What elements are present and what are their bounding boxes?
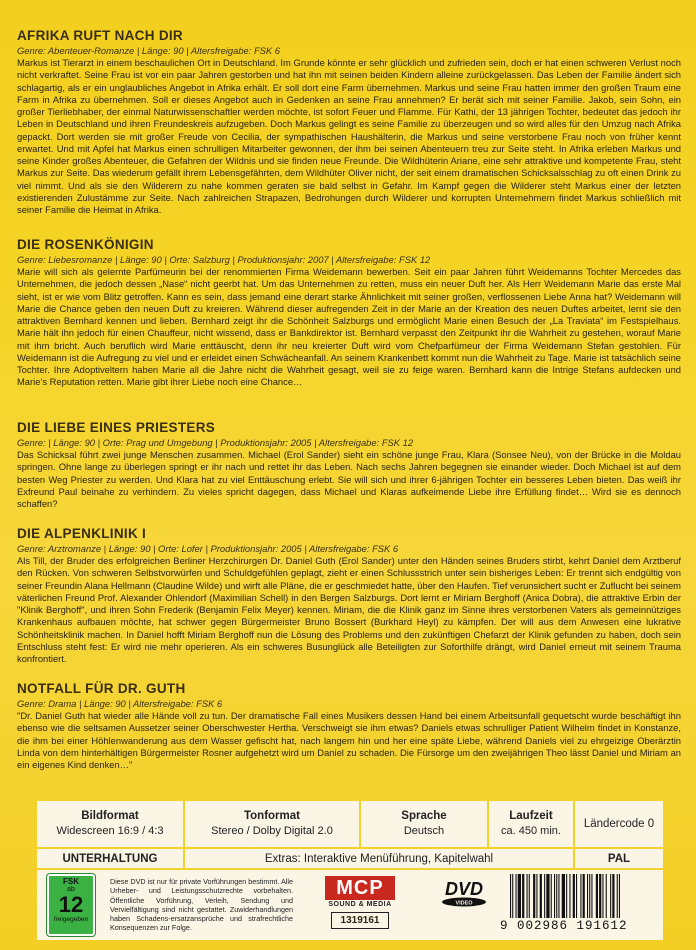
film-block-priester	[17, 420, 681, 510]
dvd-logo-main: DVD	[444, 879, 484, 899]
film-description: Das Schicksal führt zwei junge Menschen zusammen. Michael (Erol Sander) sieht ein schöne junge Frau, Klara (Sonsee Neu), von der Brücke in die Moldau springen. Ohne lange zu überlegen springt er ihr nach und rettet ihr das Leben. Nach sechs Jahren begegnen sie einander wieder. Doch Michael ist auf dem besten Weg Priester zu werden. Und Klara hat zu viel Enttäuschung erlebt. Sie will sich und ihrer 6-jährigen Tochter ein besseres Leben bieten. Das weiß ihr Exfreund Paul beinahe zu verhindern. Zu vieles spricht dagegen, dass Michael und Klaras aufkeimende Liebe ihre Erfüllung findet… Wird sie es dennoch schaffen?	[17, 449, 681, 509]
film-meta: Genre: Drama | Länge: 90 | Altersfreigabe: FSK 6	[17, 698, 223, 709]
film-title: DIE ALPENKLINIK I	[17, 526, 147, 541]
film-description: "Dr. Daniel Guth hat wieder alle Hände voll zu tun. Der dramatische Fall eines Musikers dessen Hand bei einem Arbeitsunfall gequetscht wurde beschäftigt ihn ebenso wie die seltsamen Aussetzer seiner Oberschwester Hertha. Verschweigt sie ihm etwas? Daniels etwas schrulliger Patient Wilhelm findet in Konstanze, die ihm bei einer Höhlenwanderung aus dem Wasser gefischt hat, nach langem hin und her eine späte Liebe, während Daniels viel zu ehrgeizige Oberärztin Linda von dem hinterhältigen Bürgermeister Rosner aufgehetzt wird um Daniel zu schaden. Die Fürsorge um den zweijährigen Theo lässt Daniel und Miriam an ein eigenes Kind denken…"	[17, 710, 681, 770]
dvd-video-logo	[437, 878, 491, 908]
mcp-logo-text: MCP	[325, 876, 395, 900]
mcp-sub: SOUND & MEDIA	[328, 901, 392, 908]
laufzeit-cell	[489, 801, 573, 847]
norm-value: PAL	[607, 852, 631, 865]
film-description: Markus ist Tierarzt in einem beschaulichen Ort in Deutschland. Im Grunde könnte er sehr glücklich und zufrieden sein, doch er hat einen schweren Verlust noch nicht verkraftet. Seine Frau ist vor ein paar Jahren gestorben und hat ihn mit seinen beiden Kindern alleine zurückgelassen. Das Leben der Familie ändert sich schlagartig, als er ein unglaubliches Angebot in Afrika erhält. Er soll dort eine Farm übernehmen. Markus und seine Frau hatten immer den großen Traum eine Farm in Afrika zu übernehmen. Soll er dieses Angebot auch in Gedenken an seine Frau annehmen? Er berät sich mit seiner Familie. Jakob, sein Sohn, ein großer Tierliebhaber, der einmal Naturwissenschaftler werden möchte, ist sofort Feuer und Flamme. Für Kathi, der 13 jährigen Tochter, bedeutet das jedoch ihr Leben in Deutschland und ihren Freundeskreis aufzugeben. Doch Markus gelingt es seine Familie zu überzeugen und so wird alles für den Umzug nach Afrika gepackt. Dort werden sie mit großer Freude von Cecilia, der sympathischen Haushälterin, die Markus und seine verstorbene Frau noch von früher kennt erwartet. Und mit Apfel hat Markus einen schrulligen Mitarbeiter gewonnen, der ihm bei seinen Abenteuern treu zur Seite steht. In Afrika erleben Markus und seine Kinder großes Abenteuer, die Gefahren der Wildnis und sie finden neue Freunde. Die Wildhüterin Ariane, eine sehr attraktive und kompetente Frau, steht Markus zur Seite. Das wiederum gefällt ihrem Lebensgefährten, dem Wildhüter Oliver nicht, der seit einem dramatischen Schicksalsschlag zu oft einen Drink zu viel nimmt. Und als sie den Wilderern zu nahe kommen geraten sie bald selbst in Gefahr. Im Kampf gegen die Wilderer steht Markus einer der letzten existierenden Zulustämme zur Seite. Nach zahlreichen Strapazen, Bedrohungen durch Wilderer und korrupten Unternehmern findet Markus schließlich mit seiner Familie die Heimat in Afrika.	[17, 57, 681, 215]
film-meta: Genre: Abenteuer-Romanze | Länge: 90 | Altersfreigabe: FSK 6	[17, 45, 281, 56]
bildformat-value: Widescreen 16:9 / 4:3	[56, 825, 164, 837]
tonformat-label: Tonformat	[243, 810, 300, 822]
bildformat-label: Bildformat	[81, 810, 139, 822]
film-block-rosenkoenigin	[17, 237, 681, 389]
fsk-ab: ab	[67, 886, 75, 893]
fsk-rating-badge	[47, 874, 95, 936]
laufzeit-value: ca. 450 min.	[501, 825, 561, 837]
bildformat-cell	[37, 801, 183, 847]
dvd-logo-icon	[437, 878, 491, 908]
kategorie-cell	[37, 849, 183, 868]
film-meta: Genre: | Länge: 90 | Orte: Prag und Umgebung | Produktionsjahr: 2005 | Altersfreigabe: FSK 12	[17, 437, 414, 448]
tech-info-table	[37, 801, 663, 847]
tech-info-row2	[37, 849, 663, 868]
extras-cell	[185, 849, 573, 868]
catalog-number: 1319161	[331, 912, 389, 929]
fsk-age: 12	[58, 892, 84, 917]
extras-value: Extras: Interaktive Menüführung, Kapitelwahl	[264, 852, 494, 865]
laendercode-value: Ländercode 0	[583, 817, 655, 830]
film-title: DIE ROSENKÖNIGIN	[17, 237, 154, 252]
ean-barcode	[500, 874, 660, 936]
laendercode-cell	[575, 801, 663, 847]
film-block-alpenklinik	[17, 526, 681, 665]
dvd-logo-sub: VIDEO	[455, 900, 473, 907]
film-description: Als Till, der Bruder des erfolgreichen Berliner Herzchirurgen Dr. Daniel Guth (Erol Sander) unter den Händen seines Bruders stirbt, kehrt Daniel dem Arztberuf den Rücken. Von schweren Selbstvorwürfen und Schuldgefühlen geplagt, zieht er einen Schlussstrich unter sein bisheriges Leben: Er trennt sich endgültig von seiner Freundin Alana Hellmann (Claudine Wilde) und wirft alle Pläne, die er geschmiedet hatte, über den Haufen. Tief verunsichert sucht er Zuflucht bei seinem väterlichen Freund Prof. Alexander Ohlendorf (Maximilian Schell) in den Bergen Salzburgs. Dort lernt er Miriam Berghoff (Anica Dobra), die attraktive Erbin der "Klinik Berghoff", und ihren Sohn Frederik (Benjamin Felix Meyer) kennen. Miriam, die die Klinik ganz im Sinne ihres verstorbenen Vaters als gemeinnütziges Krankenhaus aufbauen möchte, hat schwer gegen Bürgermeister Bruno Bossert (Burkhard Heyl) zu kämpfen. Der will aus dem Anwesen eine lukrative Schönheitsklinik machen. In Daniel hofft Miriam Berghoff nun die Lösung des Problems und den zukünftigen Chefarzt der Klinik gefunden zu haben, doch sein Entschluss steht fest: Er wird nie mehr operieren. Als ein schweres Busunglück alle Beteiligten zur Soforthilfe drängt, wird Daniel erneut mit seinem Trauma konfrontiert.	[17, 555, 681, 664]
laufzeit-label: Laufzeit	[509, 810, 553, 822]
film-meta: Genre: Liebesromanze | Länge: 90 | Orte: Salzburg | Produktionsjahr: 2007 | Altersfreigabe: FSK 12	[17, 254, 431, 265]
norm-cell	[575, 849, 663, 868]
sprache-label: Sprache	[401, 810, 447, 822]
legal-notice: Diese DVD ist nur für private Vorführungen bestimmt. Alle Urheber- und Leistungsschutzrechte vorbehalten. Öffentliche Vorführung, Verleih, Sendung und Vervielfältigung sind nicht gestattet. Zuwiderhandlungen haben Schadens-ersatzansprüche und strafrechtliche Konsequenzen zur Folge.	[110, 877, 293, 933]
kategorie-value: UNTERHALTUNG	[62, 852, 158, 865]
bottom-legal-band	[37, 870, 663, 940]
film-meta: Genre: Arztromanze | Länge: 90 | Orte: Lofer | Produktionsjahr: 2005 | Altersfreigabe: FSK 6	[17, 543, 399, 554]
film-block-notfall	[17, 681, 681, 771]
film-description: Marie will sich als gelernte Parfümeurin bei der renommierten Firma Weidemann bewerben. Seit ein paar Jahren führt Weidemanns Tochter Mercedes das Unternehmen, die jedoch dessen „Nase“ nicht geerbt hat. Um das Unternehmen zu retten, muss ein neuer Duft her. Als Herr Weidemann Marie das erste Mal sieht, ist er wie vom Blitz getroffen. Kann es sein, dass jemand eine derart starke Ähnlichkeit mit seiner großen, verflossenen Liebe Anna hat? Weidemann will Marie die Chance geben den neuen Duft zu kreieren. Während dieser aufregenden Zeit in der Marie an der Kreation des neuen Duftes arbeitet, lernt sie den attraktiven Bernhard kennen und lieben. Bernhard zeigt ihr die Schönheit Salzburgs und ermöglicht Marie einen Besuch der „La Traviata“ im Festspielhaus. Marie hält ihn jedoch für einen Chauffeur, nicht wissend, dass er Bankdirektor ist. Bernhard verpasst den Zeitpunkt ihr die Wahrheit zu gestehen, worauf Marie mit ihm bricht. Auch beruflich wird Marie enttäuscht, denn ihr neu kreierter Duft wird vom Chefparfümeur der Firma Weidemann Stefan gestohlen. Für Weidemann ist die Aufregung zu viel und er erleidet einen Schwächeanfall. An seinem Krankenbett kommt nun die Wahrheit zu Tage. Marie ist tatsächlich seine Tochter. Ihre Adoptiveltern haben Marie all die Jahre nicht die Wahrheit gesagt, weil sie zu feige waren. Bernhard kann die Intrige Stefans aufdecken und Marie’s Reputation retten. Marie gibt ihrer Liebe noch eine Chance…	[17, 266, 681, 388]
tonformat-cell	[185, 801, 359, 847]
barcode-icon	[510, 874, 658, 918]
film-block-afrika	[17, 28, 681, 216]
barcode-digits: 9 002986 191612	[500, 919, 628, 933]
tonformat-value: Stereo / Dolby Digital 2.0	[211, 825, 333, 837]
film-title: AFRIKA RUFT NACH DIR	[17, 28, 183, 43]
film-title: NOTFALL FÜR DR. GUTH	[17, 681, 186, 696]
fsk-freigegeben: freigegeben	[53, 916, 89, 923]
sprache-value: Deutsch	[403, 825, 445, 837]
fsk-label: FSK	[63, 877, 79, 886]
film-title: DIE LIEBE EINES PRIESTERS	[17, 420, 216, 435]
mcp-logo	[325, 876, 395, 929]
sprache-cell	[361, 801, 487, 847]
